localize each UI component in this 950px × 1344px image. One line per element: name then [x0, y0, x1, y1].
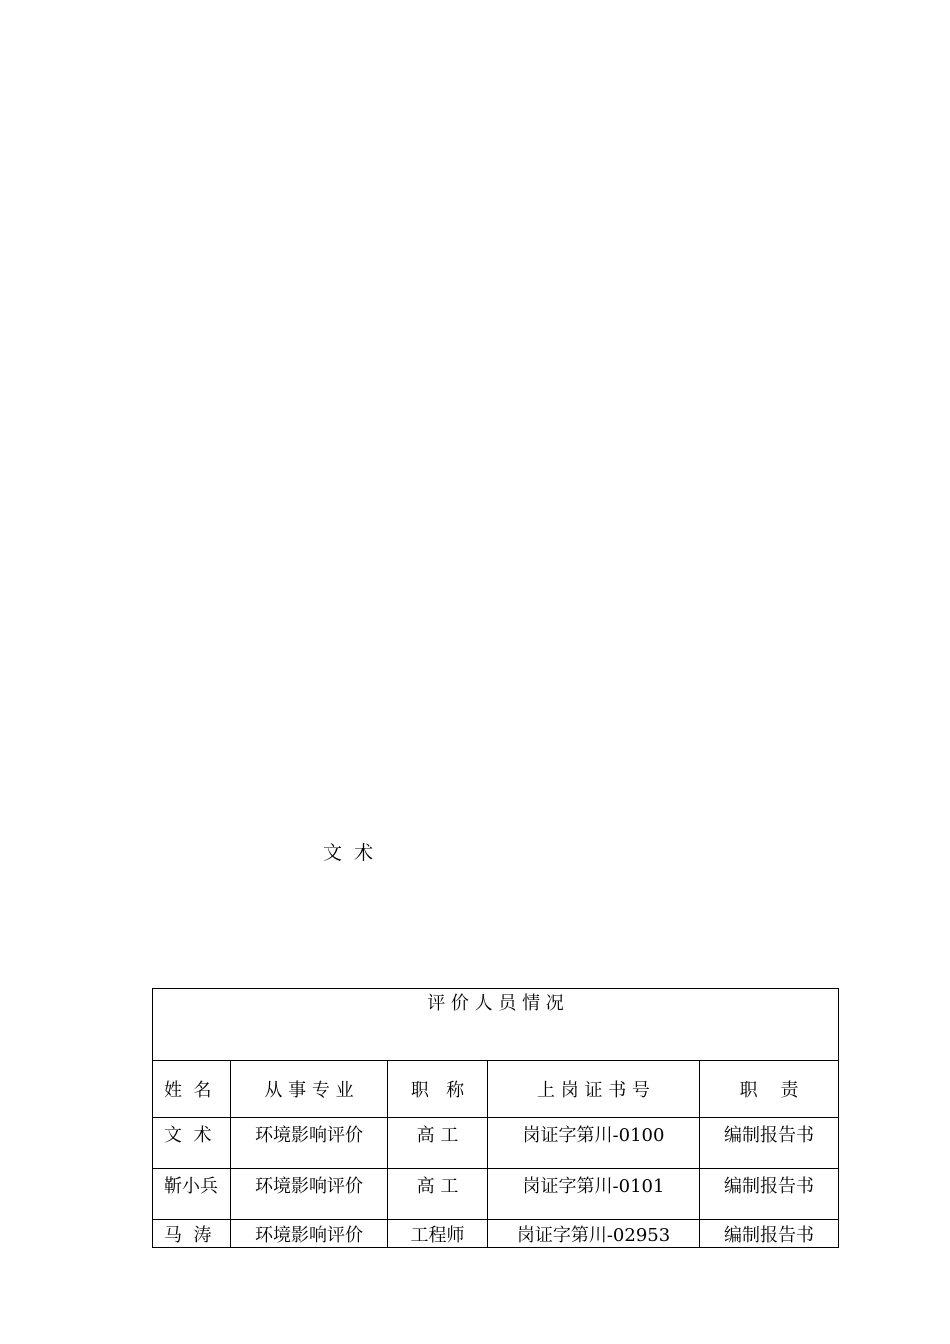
table-header-row	[153, 1061, 839, 1118]
header-duty: 职 责	[700, 1061, 839, 1118]
header-specialty: 从 事 专 业	[231, 1061, 388, 1118]
table-title-row	[153, 989, 839, 1061]
cell-specialty: 环境影响评价	[231, 1220, 388, 1248]
table-row	[153, 1118, 839, 1169]
header-name: 姓 名	[153, 1061, 231, 1118]
signature-name: 文 术	[323, 842, 374, 864]
header-certificate: 上 岗 证 书 号	[488, 1061, 700, 1118]
cell-duty: 编制报告书	[700, 1220, 839, 1248]
cell-duty: 编制报告书	[700, 1169, 839, 1220]
cell-title: 高 工	[388, 1118, 488, 1169]
cell-duty: 编制报告书	[700, 1118, 839, 1169]
cell-name: 文 术	[153, 1118, 231, 1169]
cell-certificate: 岗证字第川-0101	[488, 1169, 700, 1220]
cell-certificate: 岗证字第川-0100	[488, 1118, 700, 1169]
cell-title: 工程师	[388, 1220, 488, 1248]
evaluation-staff-table	[152, 988, 839, 1248]
table-row	[153, 1169, 839, 1220]
cell-name: 马 涛	[153, 1220, 231, 1248]
cell-specialty: 环境影响评价	[231, 1118, 388, 1169]
cell-specialty: 环境影响评价	[231, 1169, 388, 1220]
cell-name: 靳小兵	[153, 1169, 231, 1220]
cell-certificate: 岗证字第川-02953	[488, 1220, 700, 1248]
header-title: 职 称	[388, 1061, 488, 1118]
table-title: 评 价 人 员 情 况	[153, 989, 839, 1061]
cell-title: 高 工	[388, 1169, 488, 1220]
table-row	[153, 1220, 839, 1248]
